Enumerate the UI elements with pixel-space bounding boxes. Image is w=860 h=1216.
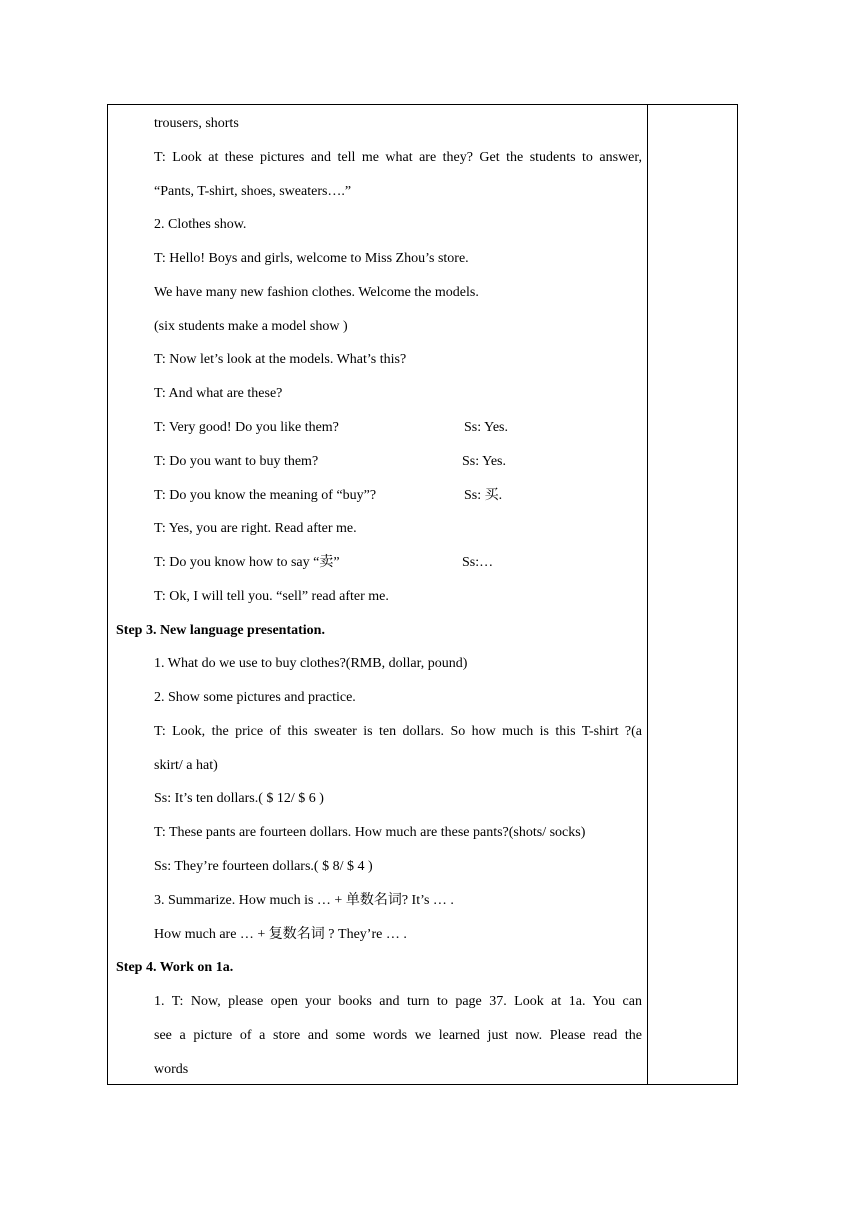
teacher-line: T: Do you know the meaning of “buy”? — [154, 488, 377, 503]
text-line: How much are … + 复数名词 ? They’re … . — [154, 927, 407, 942]
text-line: T: And what are these? — [154, 386, 283, 401]
step-heading: Step 4. Work on 1a. — [116, 960, 234, 975]
students-reply: Ss: Yes. — [462, 454, 506, 469]
text-line: 2. Show some pictures and practice. — [154, 690, 356, 705]
text-line: T: Look, the price of this sweater is ten dollars. So how much is this T-shirt ?(a — [154, 724, 642, 739]
text-line: skirt/ a hat) — [154, 758, 218, 773]
dialogue-line — [154, 418, 642, 438]
text-line: T: Hello! Boys and girls, welcome to Miss Zhou’s store. — [154, 251, 469, 266]
text-line: T: Now let’s look at the models. What’s this? — [154, 352, 407, 367]
lesson-content-cell — [108, 105, 648, 1084]
dialogue-line — [154, 553, 642, 573]
text-line: trousers, shorts — [154, 116, 239, 131]
text-line: 2. Clothes show. — [154, 217, 247, 232]
text-line: 1. T: Now, please open your books and turn to page 37. Look at 1a. You can — [154, 994, 642, 1009]
text-line: see a picture of a store and some words we learned just now. Please read the — [154, 1028, 642, 1043]
text-line: words — [154, 1062, 189, 1077]
lesson-table — [107, 104, 738, 1085]
text-line: T: These pants are fourteen dollars. How much are these pants?(shots/ socks) — [154, 825, 586, 840]
students-reply: Ss:… — [462, 555, 494, 570]
dialogue-line — [154, 486, 642, 506]
text-line: Ss: They’re fourteen dollars.( $ 8/ $ 4 ) — [154, 859, 373, 874]
students-reply: Ss: Yes. — [464, 420, 508, 435]
text-line: “Pants, T-shirt, shoes, sweaters….” — [154, 184, 352, 199]
text-line: Ss: It’s ten dollars.( $ 12/ $ 6 ) — [154, 791, 324, 806]
text-line: T: Yes, you are right. Read after me. — [154, 521, 357, 536]
dialogue-line — [154, 452, 642, 472]
text-line: (six students make a model show ) — [154, 319, 348, 334]
teacher-line: T: Do you know how to say “卖” — [154, 555, 340, 570]
text-line: 1. What do we use to buy clothes?(RMB, dollar, pound) — [154, 656, 468, 671]
text-line: 3. Summarize. How much is … + 单数名词? It’s … . — [154, 893, 454, 908]
text-line: T: Look at these pictures and tell me what are they? Get the students to answer, — [154, 150, 642, 165]
teacher-line: T: Very good! Do you like them? — [154, 420, 339, 435]
students-reply: Ss: 买. — [464, 488, 503, 503]
notes-cell — [648, 105, 737, 1084]
step-heading: Step 3. New language presentation. — [116, 623, 325, 638]
teacher-line: T: Do you want to buy them? — [154, 454, 319, 469]
text-line: T: Ok, I will tell you. “sell” read after me. — [154, 589, 389, 604]
text-line: We have many new fashion clothes. Welcome the models. — [154, 285, 479, 300]
